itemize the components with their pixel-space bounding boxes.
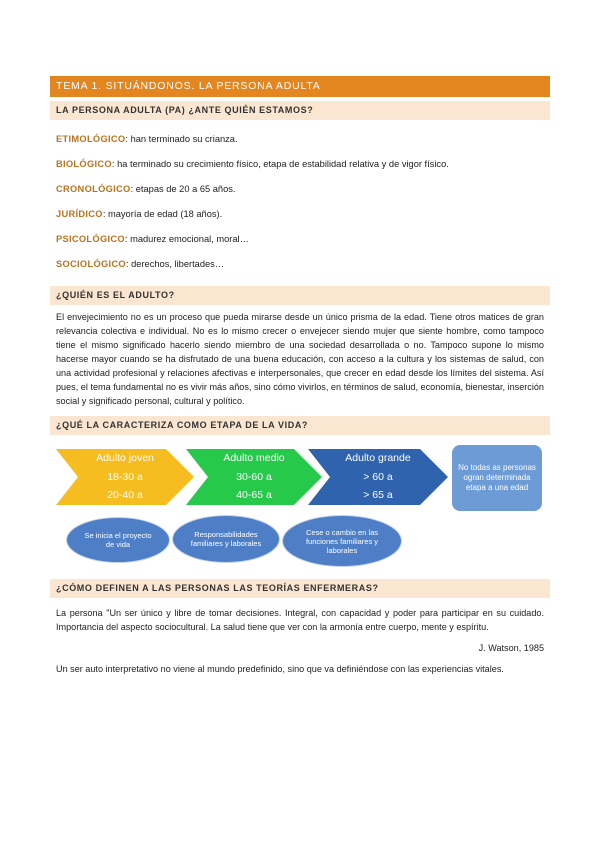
stage-range-2: > 65 a	[363, 489, 393, 501]
stage-arrow-adulto-medio	[186, 449, 322, 505]
section-heading-etapa-vida: ¿QUÉ LA CARACTERIZA COMO ETAPA DE LA VIDA?	[50, 416, 550, 435]
definition-juridico	[50, 208, 550, 220]
definitions-list	[50, 133, 550, 282]
stage-range-1: 30-60 a	[236, 471, 272, 483]
definition-term: BIOLÓGICO	[56, 159, 112, 169]
section-heading-persona-adulta: LA PERSONA ADULTA (PA) ¿ANTE QUIÉN ESTAMOS?	[50, 101, 550, 120]
definition-term: PSICOLÓGICO	[56, 234, 125, 244]
stage-range-2: 20-40 a	[107, 489, 143, 501]
page-title: TEMA 1. SITUÁNDONOS. LA PERSONA ADULTA	[50, 76, 550, 97]
stage-title: Adulto medio	[223, 452, 285, 464]
stage-arrow-adulto-joven	[56, 449, 194, 505]
definition-cronologico	[50, 183, 550, 195]
stage-title: Adulto grande	[345, 452, 411, 464]
stage-range-1: > 60 a	[363, 471, 393, 483]
definition-sociologico	[50, 258, 550, 270]
ellipse-proyecto-vida: Se inicia el proyecto de vida	[66, 517, 170, 563]
life-stage-diagram	[50, 441, 550, 569]
definition-text: : mayoría de edad (18 años).	[102, 209, 223, 219]
ellipse-cese-funciones: Cese o cambio en las funciones familiares y laborales	[282, 515, 402, 567]
body-paragraph: El envejecimiento no es un proceso que pueda mirarse desde un único prisma de la edad. Tiene otros matices de gran relevancia colectiva e individual. No es lo mismo crecer o envejecer siendo mujer que siente hombre, como tampoco tiene el mismo significado hacerlo siendo miembro de una sociedad desarrollada o no. Tampoco supone lo mismo hacerse mayor cuando se ha disfrutado de una buena educación, con acceso a la cultura y los sistemas de salud, con una actividad profesional y relaciones afectivas e interpersonales, que crecer en edad desde los límites del sistema. Así pues, el tema fundamental no es vivir más años, sino cómo vivirlos, en términos de salud, economía, bienestar, inserción social y significado personal, cultural y político.	[56, 312, 544, 406]
closing-paragraph: Un ser auto interpretativo no viene al mundo predefinido, sino que va definiéndose con las experiencias vitales.	[56, 664, 504, 674]
stage-title: Adulto joven	[96, 452, 154, 464]
section-heading-teorias-enfermeras: ¿CÓMO DEFINEN A LAS PERSONAS LAS TEORÍAS ENFERMERAS?	[50, 579, 550, 598]
stage-range-1: 18-30 a	[107, 471, 143, 483]
definition-text: : han terminado su crianza.	[125, 134, 238, 144]
note-box: No todas as personas ogran determinada etapa a una edad	[452, 445, 542, 511]
citation: J. Watson, 1985	[478, 643, 544, 653]
definition-text: : ha terminado su crecimiento físico, etapa de estabilidad relativa y de vigor físico.	[111, 159, 449, 169]
stage-range-2: 40-65 a	[236, 489, 272, 501]
section-heading-quien-es: ¿QUIÉN ES EL ADULTO?	[50, 286, 550, 305]
definition-term: ETIMOLÓGICO	[56, 134, 126, 144]
ellipse-responsabilidades: Responsabilidades familiares y laborales	[172, 515, 280, 563]
definition-psicologico	[50, 233, 550, 245]
stage-arrow-adulto-grande	[308, 449, 448, 505]
document-page	[50, 76, 550, 676]
quote-paragraph: La persona "Un ser único y libre de tomar decisiones. Integral, con capacidad y poder para participar en su cuidado. Importancia del aspecto sociocultural. La salud tiene que ver con la armonía entre cuerpo, mente y espíritu.	[56, 608, 544, 632]
definition-text: : etapas de 20 a 65 años.	[130, 184, 236, 194]
definition-biologico	[50, 158, 550, 170]
definition-term: JURÍDICO	[56, 209, 103, 219]
definition-term: SOCIOLÓGICO	[56, 259, 126, 269]
definition-term: CRONOLÓGICO	[56, 184, 131, 194]
definition-text: : madurez emocional, moral…	[124, 234, 249, 244]
definition-text: : derechos, libertades…	[125, 259, 225, 269]
definition-etimologico	[50, 133, 550, 145]
